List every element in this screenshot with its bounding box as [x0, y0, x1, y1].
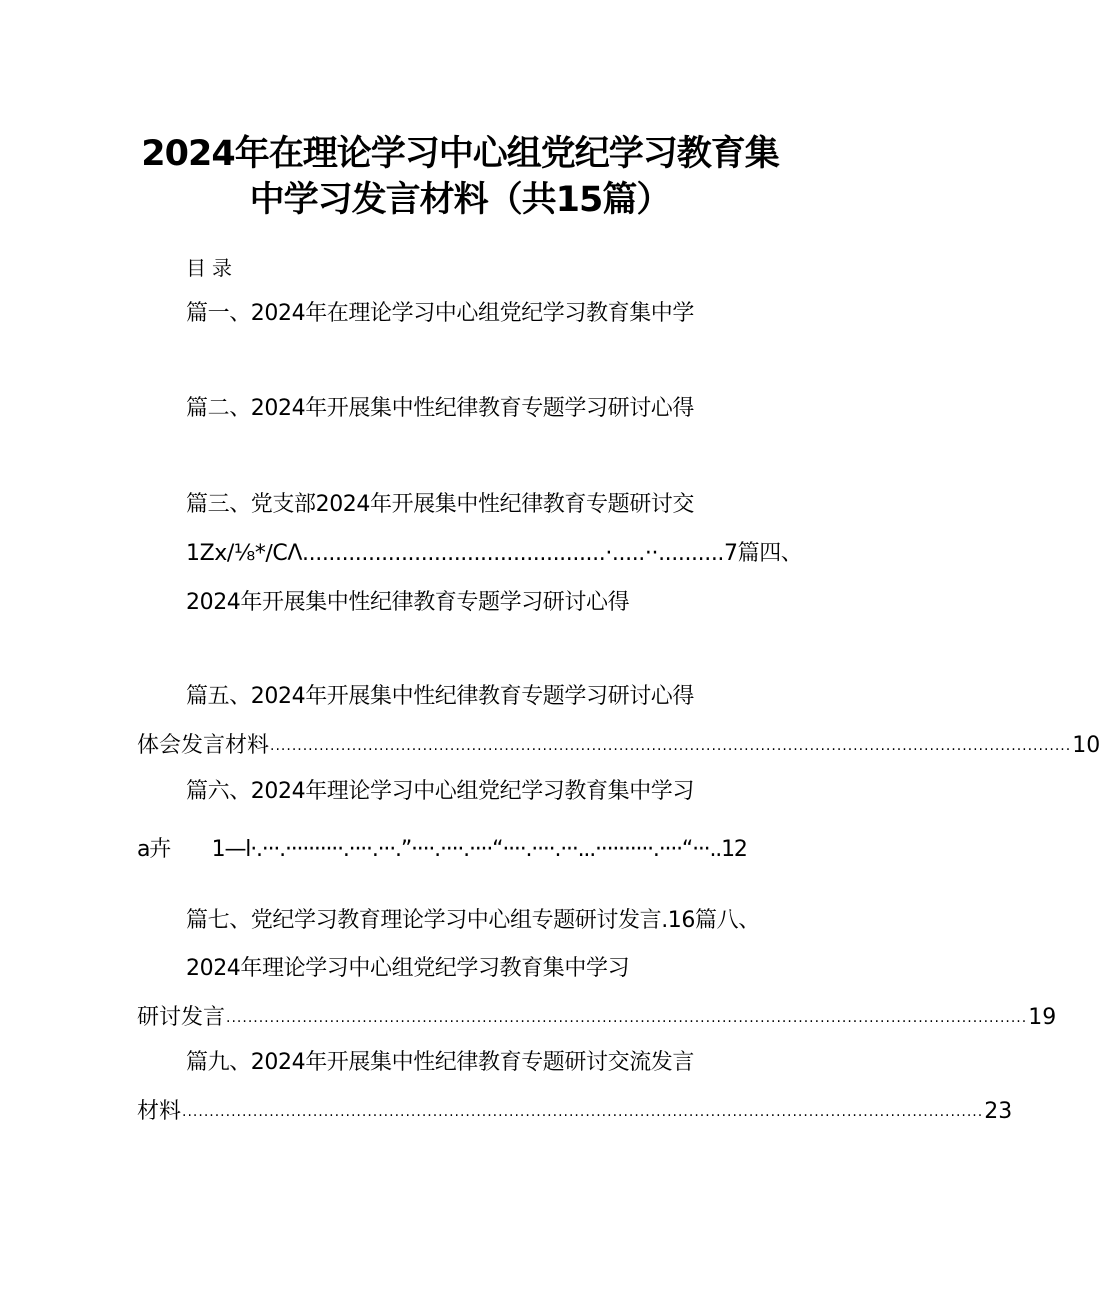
toc-entry-9-continuation[interactable] [137, 1099, 1013, 1124]
document-title-line-2: 中学习发言材料（共15篇） [249, 180, 671, 220]
toc-entry-8[interactable]: 2024年理论学习中心组党纪学习教育集中学习 [186, 956, 630, 981]
document-title-line-1: 2024年在理论学习中心组党纪学习教育集 [141, 134, 779, 174]
toc-entry-4[interactable]: 2024年开展集中性纪律教育专题学习研讨心得 [186, 590, 630, 615]
dot-leader: ................................................................................................................................................... [270, 738, 1072, 754]
dot-leader: ................................................................................................................................................... [226, 1010, 1028, 1026]
toc-entry-3[interactable]: 篇三、党支部2024年开展集中性纪律教育专题研讨交 [186, 492, 694, 517]
toc-entry-6[interactable]: 篇六、2024年理论学习中心组党纪学习教育集中学习 [186, 779, 694, 804]
toc-entry-5-continuation[interactable] [137, 733, 1100, 758]
toc-heading: 目录 [186, 256, 238, 280]
toc-entry-5[interactable]: 篇五、2024年开展集中性纪律教育专题学习研讨心得 [186, 684, 694, 709]
toc-entry-text: 体会发言材料 [137, 733, 270, 758]
page-number: 19 [1028, 1005, 1057, 1030]
page-number: 23 [984, 1099, 1013, 1124]
dot-leader: ................................................................................................................................................... [182, 1104, 984, 1120]
toc-entry-6-continuation[interactable]: a卉 1—l·.···.··········.····.···.”····.····.····“····.····.···...··········.····“···..12 [137, 837, 747, 862]
page-number: 10 [1072, 733, 1100, 758]
toc-entry-2[interactable]: 篇二、2024年开展集中性纪律教育专题学习研讨心得 [186, 396, 694, 421]
toc-entry-9[interactable]: 篇九、2024年开展集中性纪律教育专题研讨交流发言 [186, 1050, 694, 1075]
toc-entry-3-continuation[interactable]: 1Zx/⅛*∕CΛ..............................................·.....··..........7篇四、 [186, 541, 803, 566]
toc-entry-7[interactable]: 篇七、党纪学习教育理论学习中心组专题研讨发言.16篇八、 [186, 908, 760, 933]
toc-entry-8-continuation[interactable] [137, 1005, 1057, 1030]
toc-entry-text: 研讨发言 [137, 1005, 226, 1030]
toc-entry-text: 材料 [137, 1099, 182, 1124]
toc-entry-1[interactable]: 篇一、2024年在理论学习中心组党纪学习教育集中学 [186, 301, 694, 326]
